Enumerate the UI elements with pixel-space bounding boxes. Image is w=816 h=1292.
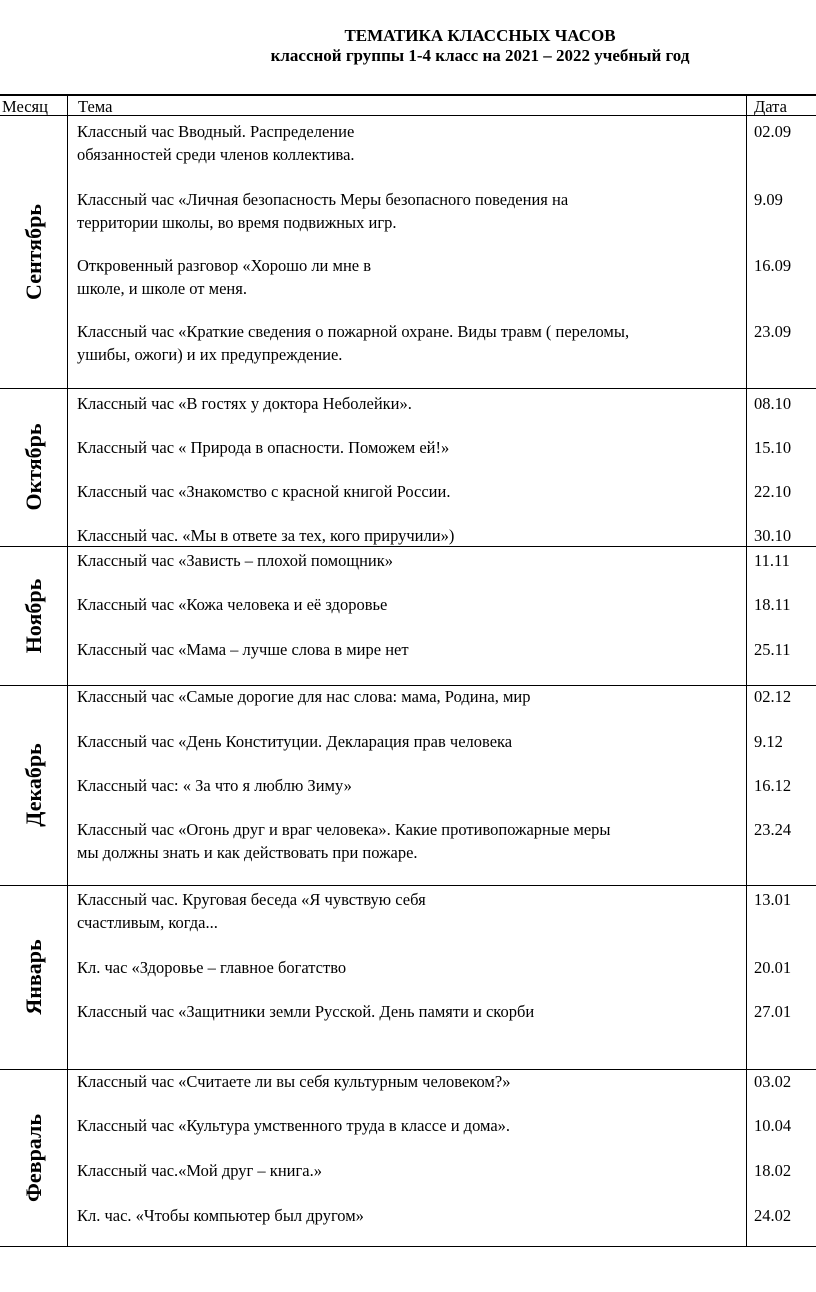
month-label: Ноябрь — [21, 578, 46, 653]
date-text: 16.09 — [754, 256, 792, 275]
date-text: 02.09 — [754, 122, 792, 141]
date-text: 15.10 — [754, 438, 792, 457]
date-text: 03.02 — [754, 1072, 792, 1091]
date-text: 08.10 — [754, 394, 792, 413]
section-divider — [0, 1246, 816, 1247]
topic-text: Классный час «День Конституции. Декларация прав человека — [77, 732, 513, 751]
topic-text: Классный час «Считаете ли вы себя культурным человеком?» — [77, 1072, 511, 1091]
date-text: 02.12 — [754, 687, 792, 706]
header-divider — [0, 115, 816, 116]
topic-text: Классный час.«Мой друг – книга.» — [77, 1161, 322, 1180]
topic-text: Классный час «Огонь друг и враг человека». Какие противопожарные меры — [77, 820, 611, 839]
date-text: 18.11 — [754, 595, 791, 614]
month-label: Сентябрь — [21, 204, 46, 300]
date-text: 22.10 — [754, 482, 792, 501]
topic-text: Классный час. «Мы в ответе за тех, кого приручили») — [77, 526, 455, 545]
date-column-divider — [746, 94, 747, 1246]
topic-text: мы должны знать и как действовать при пожаре. — [77, 843, 418, 862]
topic-text: Кл. час «Здоровье – главное богатство — [77, 958, 347, 977]
topic-text: Откровенный разговор «Хорошо ли мне в — [77, 256, 372, 275]
date-text: 16.12 — [754, 776, 792, 795]
topic-text: Классный час «Знакомство с красной книгой России. — [77, 482, 451, 501]
month-label: Январь — [21, 939, 46, 1015]
date-text: 9.12 — [754, 732, 783, 751]
topic-text: Классный час « Природа в опасности. Поможем ей!» — [77, 438, 450, 457]
topic-text: Классный час «Кожа человека и её здоровье — [77, 595, 388, 614]
topic-text: Классный час «Культура умственного труда в классе и дома». — [77, 1116, 511, 1135]
date-text: 20.01 — [754, 958, 792, 977]
topic-text: ушибы, ожоги) и их предупреждение. — [77, 345, 343, 364]
section-divider — [0, 388, 816, 389]
date-text: 11.11 — [754, 551, 790, 570]
topic-text: Классный час «Защитники земли Русской. День памяти и скорби — [77, 1002, 535, 1021]
topic-text: Классный час «Краткие сведения о пожарной охране. Виды травм ( переломы, — [77, 322, 630, 341]
topic-text: Классный час Вводный. Распределение — [77, 122, 355, 141]
topic-text: Классный час «Зависть – плохой помощник» — [77, 551, 393, 570]
date-text: 30.10 — [754, 526, 792, 545]
header-date: Дата — [754, 97, 787, 116]
topic-text: Классный час «Личная безопасность Меры безопасного поведения на — [77, 190, 569, 209]
header-month: Месяц — [2, 97, 48, 116]
section-divider — [0, 885, 816, 886]
page-subtitle: классной группы 1-4 класс на 2021 – 2022 учебный год — [270, 46, 690, 65]
month-label: Октябрь — [21, 423, 46, 511]
topic-text: Классный час «В гостях у доктора Неболейки». — [77, 394, 412, 413]
date-text: 24.02 — [754, 1206, 792, 1225]
date-text: 10.04 — [754, 1116, 792, 1135]
date-text: 25.11 — [754, 640, 791, 659]
page-title: ТЕМАТИКА КЛАССНЫХ ЧАСОВ — [344, 26, 616, 45]
month-column-divider — [67, 94, 68, 1246]
table-top-border — [0, 94, 816, 96]
month-label: Февраль — [21, 1113, 46, 1202]
topic-text: Кл. час. «Чтобы компьютер был другом» — [77, 1206, 364, 1225]
header-topic: Тема — [78, 97, 113, 116]
date-text: 27.01 — [754, 1002, 792, 1021]
topic-text: Классный час «Самые дорогие для нас слова: мама, Родина, мир — [77, 687, 531, 706]
date-text: 13.01 — [754, 890, 792, 909]
topic-text: обязанностей среди членов коллектива. — [77, 145, 355, 164]
topic-text: Классный час «Мама – лучше слова в мире нет — [77, 640, 409, 659]
topic-text: Классный час. Круговая беседа «Я чувствую себя — [77, 890, 426, 909]
month-label: Декабрь — [21, 743, 46, 827]
date-text: 23.09 — [754, 322, 792, 341]
topic-text: счастливым, когда... — [77, 913, 218, 932]
topic-text: школе, и школе от меня. — [77, 279, 247, 298]
date-text: 18.02 — [754, 1161, 792, 1180]
topic-text: территории школы, во время подвижных игр. — [77, 213, 397, 232]
date-text: 9.09 — [754, 190, 783, 209]
date-text: 23.24 — [754, 820, 792, 839]
topic-text: Классный час: « За что я люблю Зиму» — [77, 776, 352, 795]
